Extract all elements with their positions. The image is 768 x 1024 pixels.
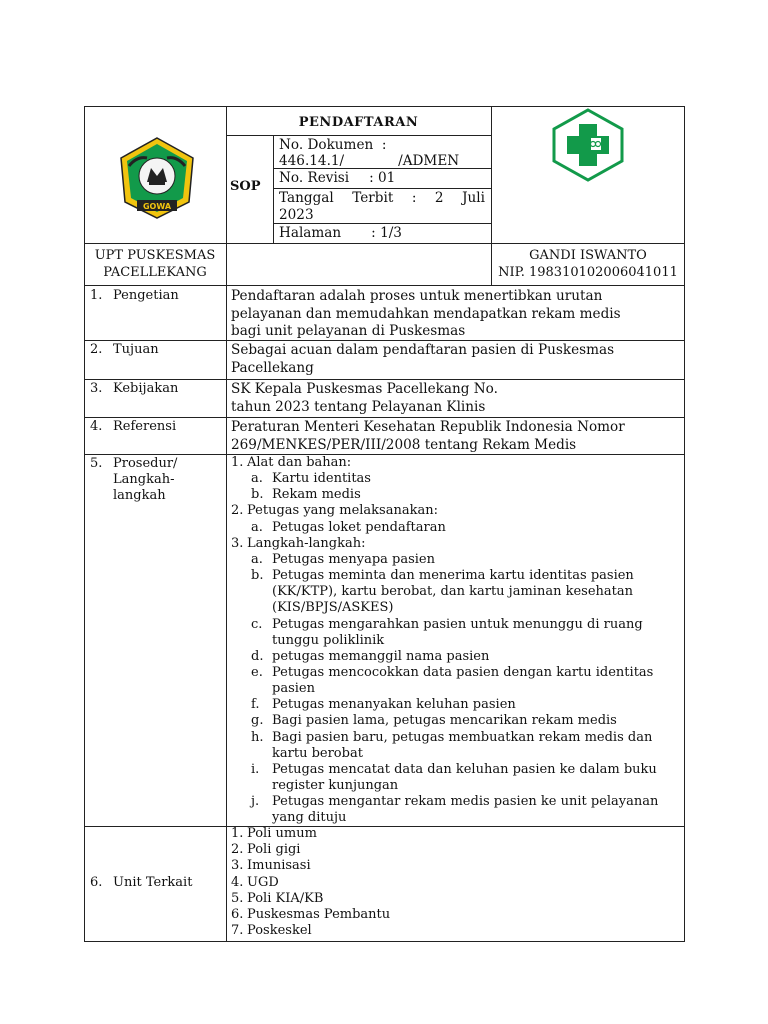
page-number: Halaman : 1/3 <box>279 225 402 241</box>
procedure-number: i. <box>251 761 260 777</box>
procedure-text: Petugas menyapa pasien <box>272 551 435 567</box>
unit-number: 7. <box>231 923 244 939</box>
document-title: PENDAFTARAN <box>298 115 419 130</box>
procedure-text: (KK/KTP), kartu berobat, dan kartu jaminan kesehatan <box>272 584 633 600</box>
procedure-number: b. <box>251 568 264 584</box>
procedure-number: e. <box>251 664 263 680</box>
procedure-number: 2. <box>231 503 244 519</box>
procedure-text: Petugas yang melaksanakan: <box>247 503 438 519</box>
logo-text: GOWA <box>142 202 172 211</box>
procedure-text: tunggu poliklinik <box>272 632 385 648</box>
procedure-text: Petugas mencatat data dan keluhan pasien ke dalam buku <box>272 761 657 777</box>
procedure-text: register kunjungan <box>272 778 399 793</box>
sop-label: SOP <box>230 179 261 194</box>
unit-number: 6. <box>231 907 244 922</box>
procedure-text: pasien <box>272 681 315 697</box>
unit-name: Poli KIA/KB <box>247 890 324 906</box>
unit-name: Puskesmas Pembantu <box>247 907 391 922</box>
procedure-text: kartu berobat <box>272 745 363 761</box>
revision: No. Revisi : 01 <box>279 170 396 186</box>
procedure-number: 3. <box>231 535 244 551</box>
unit-name: Poskeskel <box>247 923 312 939</box>
publish-year: 2023 <box>279 207 314 223</box>
procedure-text: (KIS/BPJS/ASKES) <box>272 600 394 616</box>
procedure-text: Rekam medis <box>272 487 361 503</box>
signer-name: GANDI ISWANTO <box>529 248 647 263</box>
puskesmas-logo <box>551 108 625 182</box>
procedure-number: g. <box>251 713 264 729</box>
procedure-text: yang dituju <box>272 810 347 826</box>
unit-number: 1. <box>231 826 244 841</box>
procedure-number: j. <box>251 794 260 810</box>
procedure-number: a. <box>251 471 263 487</box>
procedure-text: Langkah-langkah: <box>247 535 366 551</box>
procedure-text: Bagi pasien baru, petugas membuatkan rekam medis dan <box>272 729 653 745</box>
procedure-text: Petugas menanyakan keluhan pasien <box>272 697 516 713</box>
unit-number: 5. <box>231 890 244 906</box>
procedure-text: Bagi pasien lama, petugas mencarikan rekam medis <box>272 713 617 729</box>
procedure-number: c. <box>251 616 263 632</box>
unit-name: Poli umum <box>247 826 317 841</box>
procedure-text: Alat dan bahan: <box>247 455 352 470</box>
unit-list <box>231 826 679 940</box>
unit-name: UGD <box>247 874 279 890</box>
org-name-line2: PACELLEKANG <box>103 265 207 280</box>
doc-no-value: 446.14.1/ /ADMEN <box>279 153 460 169</box>
unit-name: Imunisasi <box>247 858 311 874</box>
procedure-text: Petugas mengarahkan pasien untuk menunggu di ruang <box>272 616 643 632</box>
gowa-regency-logo <box>117 136 197 220</box>
unit-number: 2. <box>231 842 244 858</box>
publish-date: Tanggal Terbit : 2 Juli <box>279 190 485 206</box>
procedure-number: f. <box>251 697 260 713</box>
procedure-text: petugas memanggil nama pasien <box>272 648 490 664</box>
procedure-text: Petugas mencocokkan data pasien dengan kartu identitas <box>272 664 654 680</box>
procedure-text: Petugas loket pendaftaran <box>272 519 446 535</box>
procedure-text: Kartu identitas <box>272 471 371 487</box>
signer-nip: NIP. 198310102006041011 <box>498 265 678 280</box>
procedure-text: Petugas meminta dan menerima kartu identitas pasien <box>272 568 634 584</box>
org-name-line1: UPT PUSKESMAS <box>94 248 216 263</box>
procedure-number: d. <box>251 648 264 664</box>
procedure-number: h. <box>251 729 264 745</box>
unit-number: 3. <box>231 858 244 874</box>
unit-number: 4. <box>231 874 244 890</box>
doc-no-label: No. Dokumen : <box>279 137 387 153</box>
procedure-number: a. <box>251 519 263 535</box>
procedure-number: b. <box>251 487 264 503</box>
procedure-number: 1. <box>231 455 244 470</box>
procedure-number: a. <box>251 551 263 567</box>
procedure-text: Petugas mengantar rekam medis pasien ke unit pelayanan <box>272 794 659 810</box>
procedure-list <box>231 455 679 825</box>
sop-document: GOWA PENDAFTARAN SOP No. Dokumen : 446.14.1/ /ADMEN No. Revisi : 01 Tanggal Terbit : 2 Juli 2023 Halaman : 1/3 UPT PUSKESMAS PACELLEKANG GANDI ISWANTO NIP. 198310102006041011 1. Pengetian Pendaftaran adalah proses untuk menertibkan urutan pelayanan dan memudahkan mendapatkan rekam medis bagi unit pelayanan di Puskesmas 2. Tujuan Sebagai acuan dalam pendaftaran pasien di Puskesmas Pacellekang 3. Kebijakan SK Kepala Puskesmas Pacellekang No. tahun 2023 tentang Pelayanan Klinis 4. Referensi Peraturan Menteri Kesehatan Republik Indonesia Nomor 269/MENKES/PER/III/2008 tentang Rekam Medis 5. Prosedur/ Langkah- langkah 1. Alat dan bahan: a. Kartu identitas b. Rekam medis 2. Petugas yang melaksanakan: a. Petugas loket pendaftaran 3. Langkah-langkah: a. Petugas menyapa pasien b. Petugas meminta dan menerima kartu identitas pasien (KK/KTP), kartu berobat, dan kartu jaminan kesehatan (KIS/BPJS/ASKES) c. Petugas mengarahkan pasien untuk menunggu di ruang tunggu poliklinik d. petugas memanggil nama pasien e. Petugas mencocokkan data pasien dengan kartu identitas pasien f. Petugas menanyakan keluhan pasien g. Bagi pasien lama, petugas mencarikan rekam medis h. Bagi pasien baru, petugas membuatkan rekam medis dan kartu berobat i. Petugas mencatat data dan keluhan pasien ke dalam buku register kunjungan j. Petugas mengantar rekam medis pasien ke unit pelayanan yang dituju 6. Unit Terkait 1. Poli umum 2. Poli gigi 3. Imunisasi 4. UGD 5. Poli KIA/KB 6. Puskesmas Pembantu 7. Poskeskel <box>84 106 685 942</box>
unit-name: Poli gigi <box>247 842 301 858</box>
